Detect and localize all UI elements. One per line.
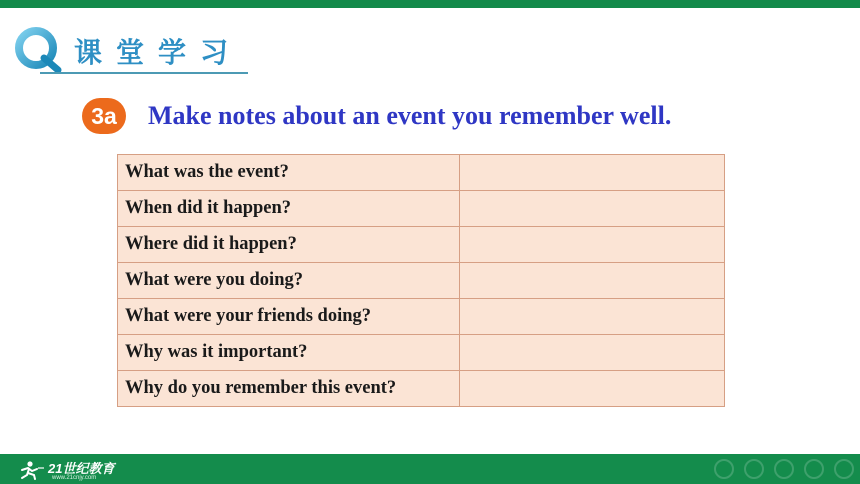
- section-title: 课堂学习: [74, 36, 243, 69]
- question-cell: Why do you remember this event?: [118, 371, 460, 407]
- answer-cell[interactable]: [460, 227, 725, 263]
- decorative-circle-icon: [834, 459, 854, 479]
- answer-cell[interactable]: [460, 191, 725, 227]
- question-cell: Where did it happen?: [118, 227, 460, 263]
- notes-table: [117, 154, 725, 407]
- answer-cell[interactable]: [460, 155, 725, 191]
- decorative-circle-icon: [804, 459, 824, 479]
- table-row: [118, 155, 725, 191]
- answer-cell[interactable]: [460, 263, 725, 299]
- answer-cell[interactable]: [460, 371, 725, 407]
- top-accent-bar: [0, 0, 860, 8]
- table-row: [118, 191, 725, 227]
- answer-cell[interactable]: [460, 299, 725, 335]
- table-row: [118, 371, 725, 407]
- question-cell: When did it happen?: [118, 191, 460, 227]
- footer-decoration: [714, 454, 854, 484]
- activity-badge: 3a: [82, 98, 126, 134]
- question-cell: Why was it important?: [118, 335, 460, 371]
- decorative-circle-icon: [714, 459, 734, 479]
- activity-instruction: Make notes about an event you remember well.: [148, 101, 672, 130]
- footer-url: www.21cnjy.com: [52, 475, 97, 481]
- magnifier-circle-icon: [14, 26, 64, 76]
- answer-cell[interactable]: [460, 335, 725, 371]
- decorative-circle-icon: [744, 459, 764, 479]
- section-title-underline: [40, 72, 248, 74]
- footer-logo-text: 21世纪教育: [48, 461, 115, 476]
- question-cell: What was the event?: [118, 155, 460, 191]
- table-row: [118, 335, 725, 371]
- table-row: [118, 263, 725, 299]
- question-cell: What were you doing?: [118, 263, 460, 299]
- decorative-circle-icon: [774, 459, 794, 479]
- table-row: [118, 227, 725, 263]
- table-row: [118, 299, 725, 335]
- question-cell: What were your friends doing?: [118, 299, 460, 335]
